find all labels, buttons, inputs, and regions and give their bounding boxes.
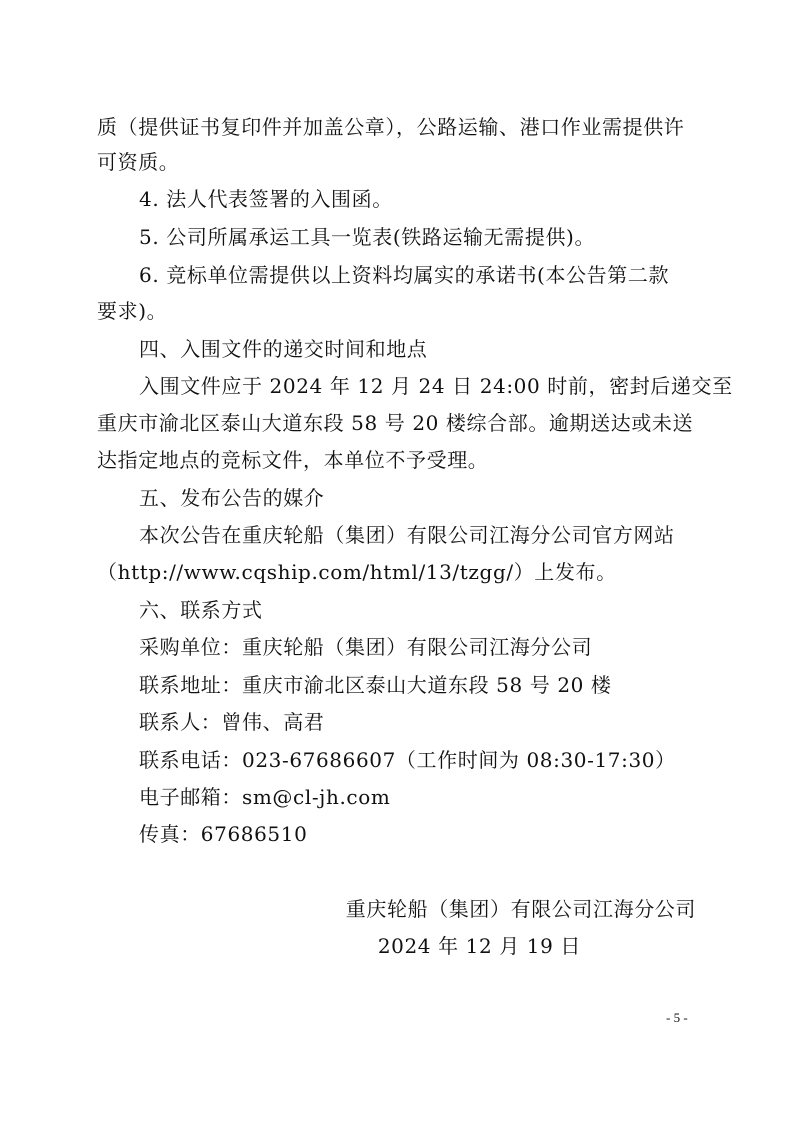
list-item: 5. 公司所属承运工具一览表(铁路运输无需提供)。: [139, 225, 596, 249]
paragraph-line: 质（提供证书复印件并加盖公章），公路运输、港口作业需提供许: [97, 115, 685, 139]
contact-line: 传真：67686510: [139, 822, 308, 846]
contact-line: 联系电话：023-67686607（工作时间为 08:30-17:30）: [139, 748, 676, 772]
paragraph-line: （http://www.cqship.com/html/13/tzgg/）上发布。: [97, 560, 617, 584]
paragraph-line: 本次公告在重庆轮船（集团）有限公司江海分公司官方网站: [139, 523, 675, 547]
list-item: 6. 竞标单位需提供以上资料均属实的承诺书(本公告第二款: [139, 263, 670, 287]
section-heading: 六、联系方式: [139, 598, 263, 622]
contact-line: 电子邮箱：sm@cl-jh.com: [139, 785, 391, 809]
contact-line: 联系地址：重庆市渝北区泰山大道东段 58 号 20 楼: [139, 673, 612, 697]
page-number: - 5 -: [666, 1010, 688, 1025]
signature-date: 2024 年 12 月 19 日: [377, 934, 581, 958]
paragraph-line: 要求)。: [97, 299, 168, 323]
paragraph-line: 重庆市渝北区泰山大道东段 58 号 20 楼综合部。逾期送达或未送: [97, 411, 694, 435]
list-item: 4. 法人代表签署的入围函。: [139, 187, 393, 211]
paragraph-line: 入围文件应于 2024 年 12 月 24 日 24:00 时前，密封后递交至: [139, 374, 733, 398]
paragraph-line: 达指定地点的竞标文件，本单位不予受理。: [97, 448, 489, 472]
section-heading: 四、入围文件的递交时间和地点: [139, 337, 428, 361]
section-heading: 五、发布公告的媒介: [139, 486, 325, 510]
signature-company: 重庆轮船（集团）有限公司江海分公司: [345, 897, 696, 921]
contact-line: 采购单位：重庆轮船（集团）有限公司江海分公司: [139, 635, 593, 659]
paragraph-line: 可资质。: [97, 150, 180, 174]
contact-line: 联系人：曾伟、高君: [139, 710, 325, 734]
